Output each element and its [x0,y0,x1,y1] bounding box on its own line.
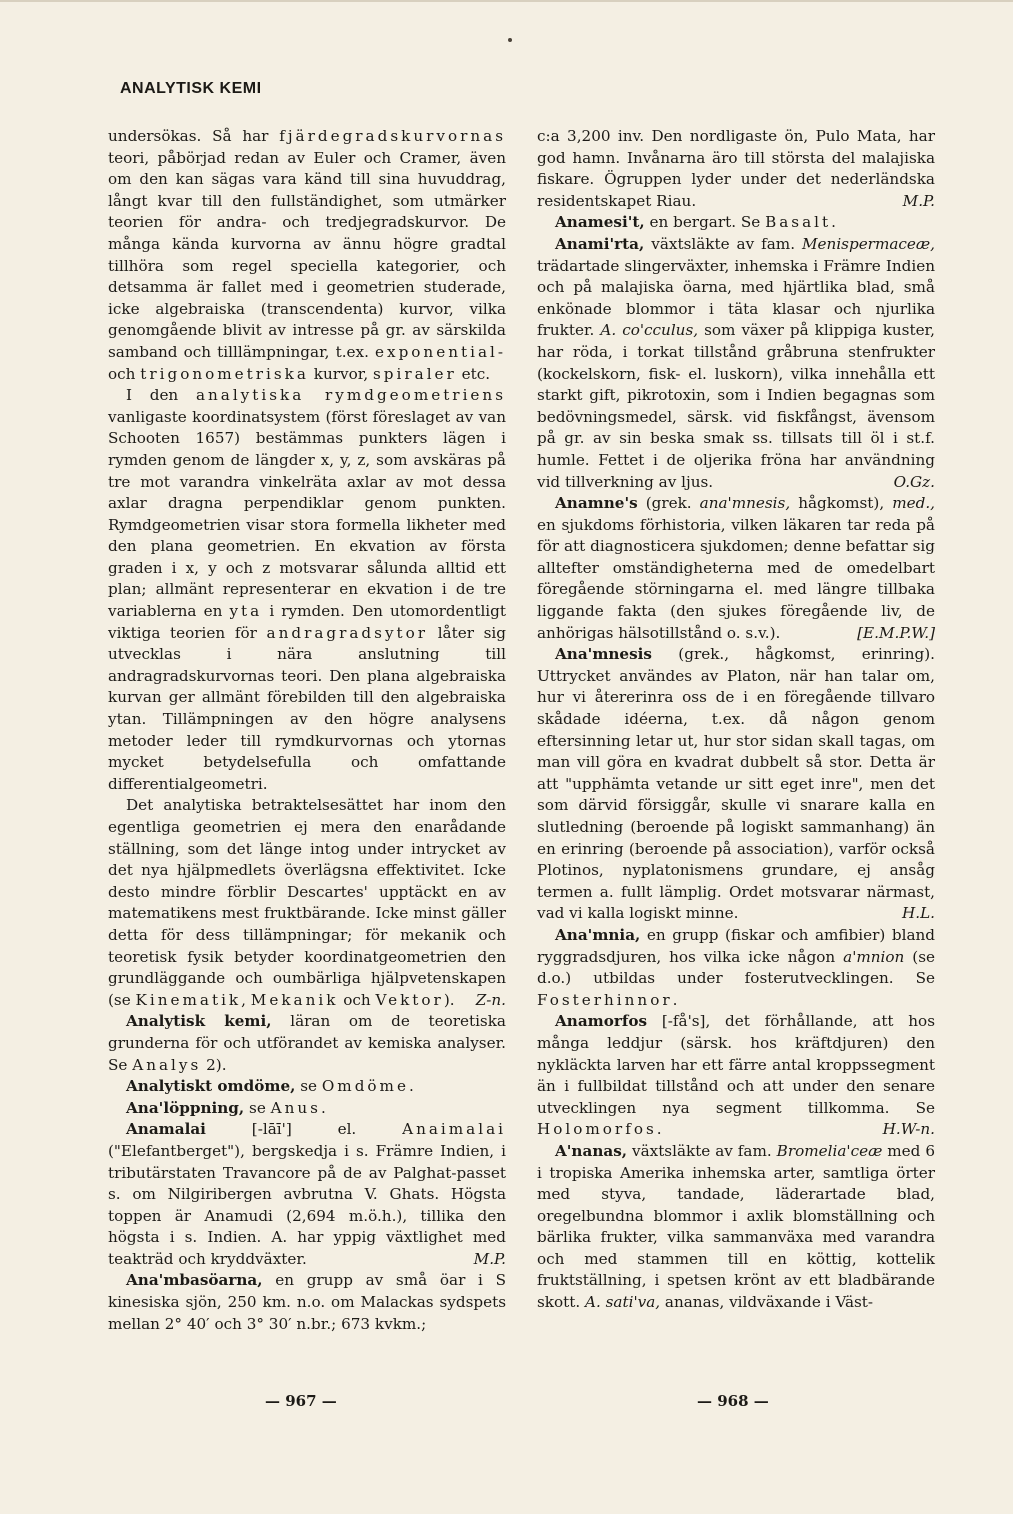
running-header: ANALYTISK KEMI [120,80,262,97]
entry-anamorfos: Anamorfos [-få's], det förhållande, att hos många leddjur (särsk. hos kräftdjuren) den nykläckta larven har ett färre antal kroppssegment än i fullbildat tillstånd och att under den senare utvecklingen nya segment tillkomma. Se Holomorfos. H.W-n. [537,1011,935,1141]
headword: Ana'löppning, [126,1098,245,1117]
headword: A'nanas, [555,1141,628,1160]
entry-anamnes: Anamne's (grek. ana'mnesis, hågkomst), med., en sjukdoms förhistoria, vilken läkaren tar reda på för att diagnosticera sjukdomen; denne befattar sig alltefter omständigheterna med de omedelbart föregående störningarna el. med längre tillbaka liggande fakta (den sjukes föregående liv, de anhörigas hälsotillstånd o. s.v.). [E.M.P.W.] [537,493,935,644]
headword: Analytiskt omdöme, [126,1077,296,1096]
left-column [108,126,506,1335]
entry-anamnesis: Ana'mnesis (grek., hågkomst, erinring). Uttrycket användes av Platon, när han talar om, hur vi återerinra oss de i en föregående tillvaro skådade idéerna, t.ex. då någon genom eftersinning letar ut, hur stor sidan skall tagas, om man vill göra en kvadrat dubbelt så stor. Detta är att "upphämta vetande ur sitt eget inre", men det som därvid försiggår, skulle vi snarare kalla en slutledning (beroende på logiskt sammanhang) än en erinring (beroende på association), varför också Plotinos, nyplatonismens grundare, ej ansåg termen a. fullt lämplig. Ordet motsvarar närmast, vad vi kalla logiskt minne. H.L. [537,644,935,925]
headword: Anami'rta, [555,234,645,253]
paragraph: I den analytiska rymdgeometriens vanligaste koordinatsystem (först föreslaget av van Schooten 1657) bestämmas punkters lägen i rymden genom de längder x, y, z, som avskäras på tre mot varandra vinkelräta axlar av mot dessa axlar dragna perpendiklar genom punkten. Rymdgeometrien visar stora formella likheter med den plana geometrien. En ekvation av första graden i x, y och z motsvarar sålunda alltid ett plan; allmänt representerar en ekvation i de tre variablerna en yta i rymden. Den utomordentligt viktiga teorien för andragradsytor låter sig utvecklas i nära anslutning till andragradskurvornas teori. Den plana algebraiska kurvan ger allmänt förebilden till den algebraiska ytan. Tillämpningen av den högre analysens metoder leder till rymdkurvornas och ytornas mycket betydelsefulla och omfattande differentialgeometri. [108,386,506,793]
headword: Anamalai [126,1120,206,1139]
paragraph: undersökas. Så har fjärdegradskurvornas teori, påbörjad redan av Euler och Cramer, även om den kan sägas vara känd till sina huvuddrag, långt kvar till den fullständighet, som utmärker teorien för andra- och tredjegradskurvor. De många kända kurvorna av ännu högre gradtal tillhöra som regel speciella kategorier, och detsamma är fallet med i geometrien studerade, icke algebraiska (transcendenta) kurvor, vilka genomgående blivit av intresse på gr. av särskilda samband och tilllämpningar, t.ex. exponential- och trigonometriska kurvor, spiraler etc. [108,127,506,383]
entry-continuation: c:a 3,200 inv. Den nordligaste ön, Pulo Mata, har god hamn. Invånarna äro till största del malajiska fiskare. Ögruppen lyder under det nederländska residentskapet Riau. M.P. [537,126,935,212]
author-signature: M.P. [902,191,935,210]
author-signature: [E.M.P.W.] [857,623,935,642]
headword: Ana'mbasöarna, [126,1271,263,1290]
author-signature: O.Gz. [893,472,935,491]
headword: Anamne's [555,494,638,513]
author-signature: H.W-n. [882,1120,935,1139]
page-top-edge [0,0,1013,2]
entry-anamirta: Anami'rta, växtsläkte av fam. Menispermaceæ, trädartade slingerväxter, inhemska i Främre Indien och på malajiska öarna, med hjärtlika blad, små enkönade blommor i täta klasar och njurlika frukter. A. co'cculus, som växer på klippiga kuster, har röda, i torkat tillstånd gråbruna stenfrukter (kockelskorn, fisk- el. luskorn), vilka innehålla ett starkt gift, pikrotoxin, som i Indien begagnas som bedövningsmedel, särsk. vid fiskfångst, ävensom på gr. av sin beska smak ss. tillsats till öl i st.f. humle. Fettet i de oljerika fröna har användning vid tillverkning av ljus. O.Gz. [537,234,935,493]
entry-analytiskt-omdome: Analytiskt omdöme, se Omdöme. [126,1077,414,1096]
page-number-right: — 968 — [697,1392,769,1410]
page-number-left: — 967 — [265,1392,337,1410]
entry-ananas: A'nanas, växtsläkte av fam. Bromelia'ceæ med 6 i tropiska Amerika inhemska arter, samtliga örter med styva, tandade, läderartade blad, oregelbundna blommor i axlik blomställning och bärlika frukter, vilka sammanväxa med varandra och med stammen till en köttig, kottelik fruktställning, i spetsen krönt av ett bladbärande skott. A. sati'va, ananas, vildväxande i Väst- [537,1141,936,1312]
headword: Anamorfos [555,1012,648,1031]
entry-anamesit: Anamesi't, en bergart. Se Basalt. [555,213,836,232]
author-signature: Z-n. [475,990,506,1009]
entry-anamnia: Ana'mnia, en grupp (fiskar och amfibier) bland ryggradsdjuren, hos vilka icke någon a'mnion (se d.o.) utbildas under fosterutvecklingen. Se Fosterhinnor. [537,925,935,1009]
entry-anambasoarna: Ana'mbasöarna, en grupp av små öar i S kinesiska sjön, 250 km. n.o. om Malackas sydspets mellan 2° 40′ och 3° 30′ n.br.; 673 kvkm.; [108,1271,506,1333]
entry-anamalai: Anamalai [-lāī'] el. Anaimalai ("Elefantberget"), bergskedja i s. Främre Indien, i tributärstaten Travancore på de av Palghat-passet s. om Nilgiribergen avbrutna V. Ghats. Högsta toppen är Anamudi (2,694 m.ö.h.), tillika den högsta i s. Indien. A. har yppig växtlighet med teakträd och kryddväxter. M.P. [108,1119,506,1270]
page-dot-mark [508,38,512,42]
right-column [537,126,935,1314]
headword: Ana'mnia, [555,925,641,944]
author-signature: M.P. [473,1249,506,1268]
headword: Ana'mnesis [555,645,652,664]
paragraph: Det analytiska betraktelsesättet har inom den egentliga geometrien ej mera den enarådande ställning, som det länge intog under intrycket av det nya hjälpmedlets överlägsna effektivitet. Icke desto mindre förblir Descartes' upptäckt en av matematikens mest fruktbärande. Icke minst gäller detta för dess tillämpningar; för mekanik och teoretisk fysik betyder koordinatgeometrien den grundläggande och oumbärliga hjälpvetenskapen (se Kinematik, Mekanik och Vektor). Z-n. [108,795,506,1011]
headword: Analytisk kemi, [126,1012,272,1031]
entry-analytisk-kemi: Analytisk kemi, läran om de teoretiska grunderna för och utförandet av kemiska analyser. Se Analys 2). [108,1012,506,1074]
author-signature: H.L. [902,904,935,923]
entry-analoppning: Ana'löppning, se Anus. [126,1098,326,1117]
headword: Anamesi't, [555,213,645,232]
